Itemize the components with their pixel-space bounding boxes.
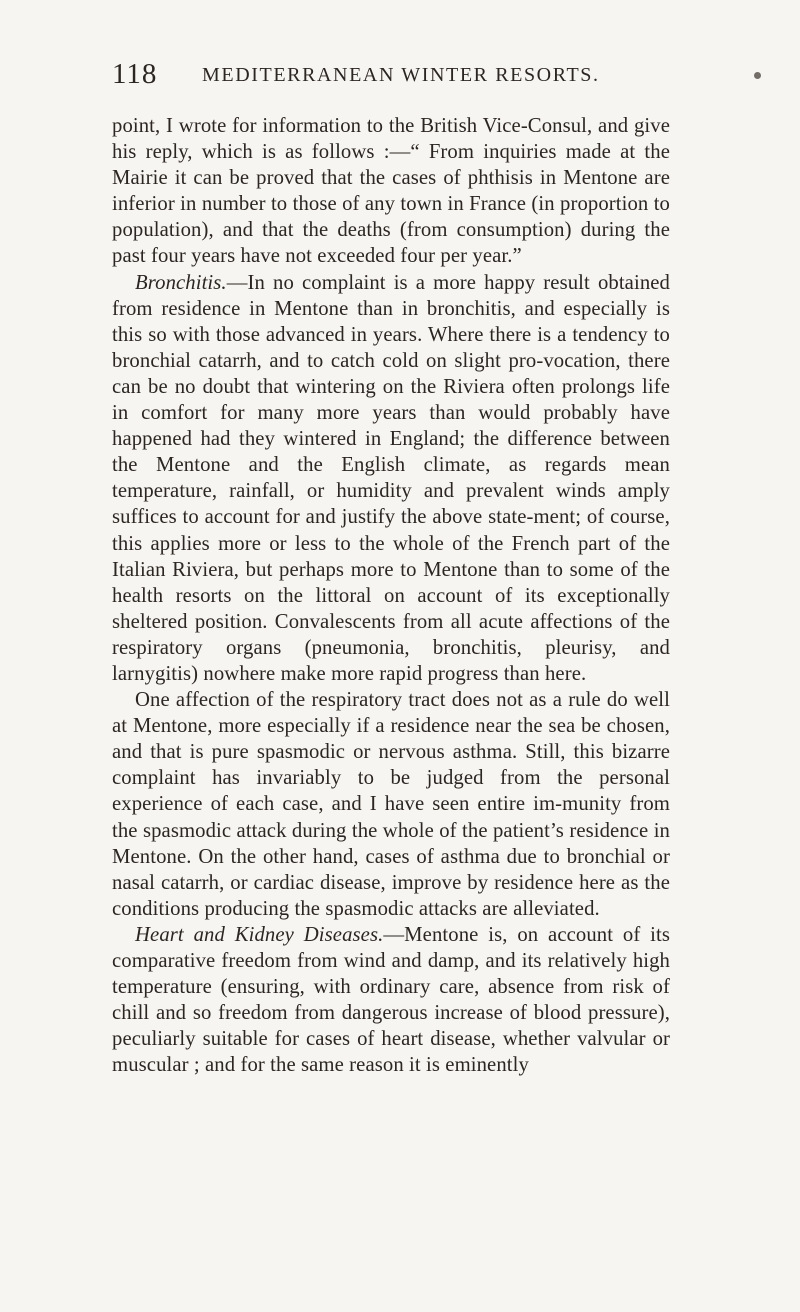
page-number: 118 [112,58,158,90]
section-heading-bronchitis: Bronchitis. [135,271,227,294]
paragraph-vice-consul-reply [112,113,670,270]
paragraph-heart-kidney [112,922,670,1079]
paragraph-bronchitis [112,270,670,688]
paragraph-asthma [112,687,670,922]
body-text [112,113,670,1078]
ink-dot-ornament [754,72,761,79]
section-heading-heart-kidney: Heart and Kidney Diseases. [135,923,384,946]
paragraph-text: point, I wrote for information to the British Vice-Consul, and give his reply, which is as follows :—“ From inquiries made at the Mairie it can be proved that the cases of phthisis in Mentone are inferior in number to those of any town in France (in proportion to population), and that the deaths (from consumption) during the past four years have not exceeded four per year.” [112,115,670,268]
paragraph-text: —Mentone is, on account of its comparative freedom from wind and damp, and its relatively high temperature (ensuring, with ordinary care, absence from risk of chill and so freedom from dangerous increase of blood pressure), peculiarly suitable for cases of heart disease, whether valvular or muscular ; and for the same reason it is eminently [112,923,670,1077]
paragraph-text: One affection of the respiratory tract does not as a rule do well at Mentone, more especially if a residence near the sea be chosen, and that is pure spasmodic or nervous asthma. Still, this bizarre complaint has invariably to be judged from the personal experience of each case, and I have seen entire im-munity from the spasmodic attack during the whole of the patient’s residence in Mentone. On the other hand, cases of asthma due to bronchial or nasal catarrh, or cardiac disease, improve by residence here as the conditions producing the spasmodic attacks are alleviated. [112,689,670,920]
paragraph-text: —In no complaint is a more happy result obtained from residence in Mentone than in bronchitis, and especially is this so with those advanced in years. Where there is a tendency to bronchial catarrh, and to catch cold on slight pro-vocation, there can be no doubt that wintering on the Riviera often prolongs life in comfort for many more years than would probably have happened had they wintered in England; the difference between the Mentone and the English climate, as regards mean temperature, rainfall, or humidity and prevalent winds amply suffices to account for and justify the above state-ment; of course, this applies more or less to the whole of the French part of the Italian Riviera, but perhaps more to Mentone than to some of the health resorts on the littoral on account of its exceptionally sheltered position. Convalescents from all acute affections of the respiratory organs (pneumonia, bronchitis, pleurisy, and larnygitis) nowhere make more rapid progress than here. [112,271,670,685]
running-title: MEDITERRANEAN WINTER RESORTS. [202,64,600,86]
running-head [112,58,672,98]
